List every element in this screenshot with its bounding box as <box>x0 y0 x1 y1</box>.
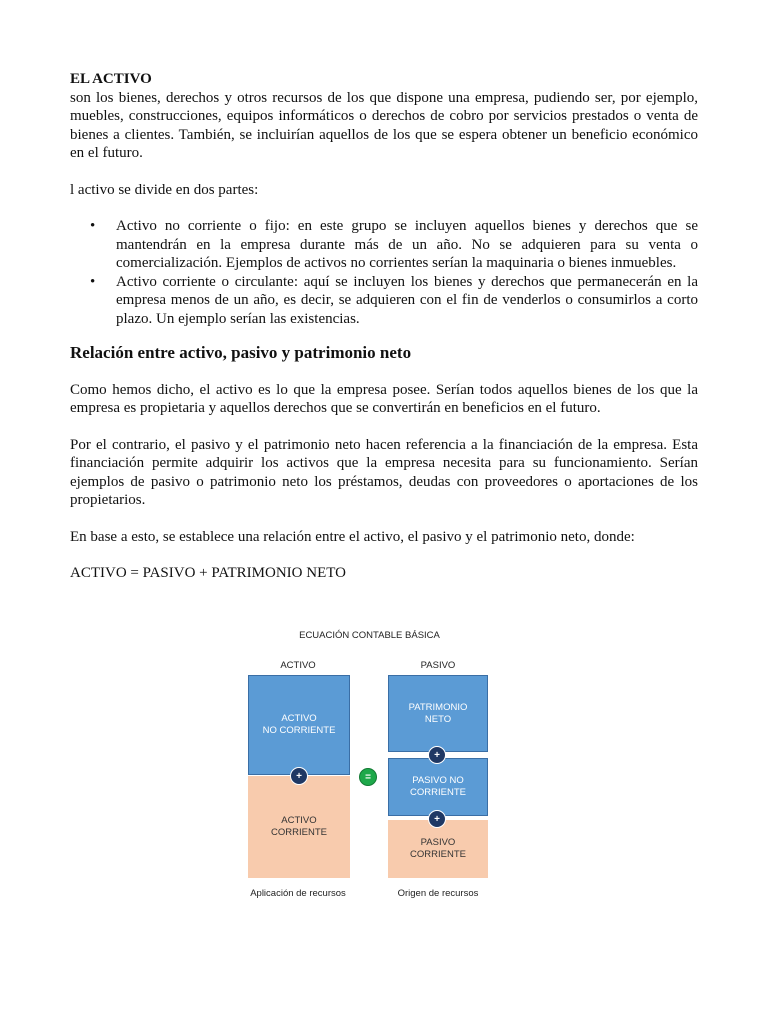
pasivo-no-corriente-box: PASIVO NO CORRIENTE <box>388 758 488 816</box>
bullet-item: • Activo no corriente o fijo: en este grupo se incluyen aquellos bienes y derechos que se mantendrán en la empresa durante más de un año. No se adquieren para su venta o comercialización. Ejemplos de activos no corrientes serían la maquinaria o bienes inmuebles. <box>90 218 698 271</box>
activo-column-header: ACTIVO <box>280 660 316 671</box>
intro-paragraph: son los bienes, derechos y otros recursos de los que dispone una empresa, pudiendo ser, por ejemplo, muebles, construcciones, equipos informáticos o derechos de cobro por servicios prestados o venta de bienes a clientes. También, se incluirían aquellos de los que se espera obtener un beneficio económico en el futuro. <box>70 89 698 161</box>
equation: ACTIVO = PASIVO + PATRIMONIO NETO <box>70 565 346 581</box>
plus-icon: + <box>428 810 446 828</box>
paragraph: En base a esto, se establece una relación entre el activo, el pasivo y el patrimonio neto, donde: <box>70 528 635 545</box>
activo-no-corriente-box: ACTIVO NO CORRIENTE <box>248 675 350 775</box>
pasivo-column-header: PASIVO <box>420 660 456 671</box>
heading-el-activo: EL ACTIVO <box>70 71 152 87</box>
plus-icon: + <box>428 746 446 764</box>
origen-recursos-caption: Origen de recursos <box>397 888 479 899</box>
accounting-equation-diagram <box>247 630 492 905</box>
aplicacion-recursos-caption: Aplicación de recursos <box>250 888 346 899</box>
document-body <box>70 70 698 583</box>
divide-paragraph: l activo se divide en dos partes: <box>70 181 259 198</box>
bullet-dot: • <box>90 218 96 234</box>
paragraph: Como hemos dicho, el activo es lo que la empresa posee. Serían todos aquellos bienes de los que la empresa es propietaria y aquellos derechos que se convertirán en beneficios en el futuro. <box>70 381 698 416</box>
diagram-title: ECUACIÓN CONTABLE BÁSICA <box>299 630 440 641</box>
pasivo-corriente-box: PASIVO CORRIENTE <box>388 820 488 878</box>
activo-corriente-box: ACTIVO CORRIENTE <box>248 776 350 878</box>
bullet-dot: • <box>90 273 96 290</box>
plus-icon: + <box>290 767 308 785</box>
paragraph: Por el contrario, el pasivo y el patrimonio neto hacen referencia a la financiación de la empresa. Esta financiación permite adquirir los activos que la empresa necesita para su funcionamiento. Serían ejemplos de pasivo o patrimonio neto los préstamos, deudas con proveedores o aportaciones de los propietarios. <box>70 436 698 508</box>
bullet-list <box>70 217 698 328</box>
bullet-item: • Activo corriente o circulante: aquí se incluyen los bienes y derechos que permanecerán en la empresa menos de un año, es decir, se adquieren con el fin de venderlos o consumirlos a corto plazo. Un ejemplo serían las existencias. <box>90 273 698 327</box>
patrimonio-neto-box: PATRIMONIO NETO <box>388 675 488 752</box>
section-title: Relación entre activo, pasivo y patrimonio neto <box>70 343 412 362</box>
equals-icon: = <box>359 768 377 786</box>
